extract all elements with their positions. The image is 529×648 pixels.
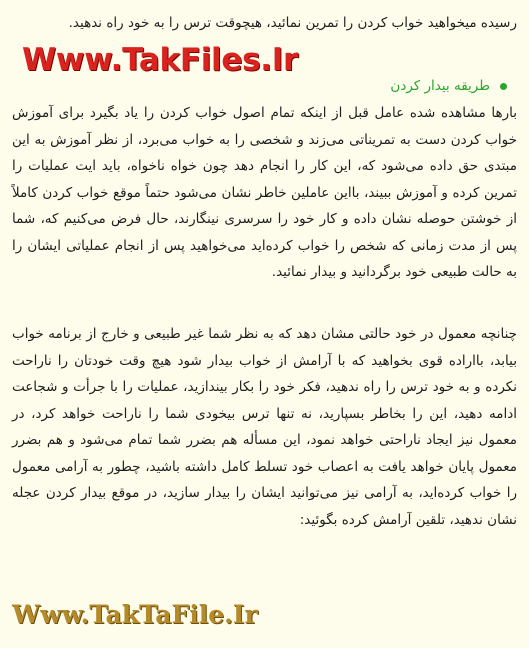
- body-paragraph-1: بارها مشاهده شده عامل قبل از اینکه تمام اصول خواب کردن را یاد بگیرد برای آموزش خواب کردن دست به تمریناتی می‌زند و شخصی را به خواب می‌برد، از نظر آموزش به این مبتدی حق داده می‌شود که، این کار را انجام دهد چون خواه ناخواه، باید ایت عملیات را تمرین کرده و آموزش ببیند، بااین عاملین خاطر نشان می‌شود حتماً موقع خواب کردن کاملاً از خوشتن حوصله نشان داده و کار خود را سرسری نینگارند، حال فرض می‌کنیم که، شما پس از مدت زمانی که شخص را خواب کرده‌اید می‌خواهید پس از انجام عملیاتی ایشان را به حالت طبیعی خود برگردانید و بیدار نمائید.: [12, 105, 517, 280]
- body-paragraph-2: چنانچه معمول در خود حالتی مشان دهد که به نظر شما غیر طبیعی و خارج از برنامه خواب بیابد، بااراده قوی بخواهید که با آرامش از خواب بیدار شود هیچ وقت خودتان را ناراحت نکرده و به خود ترس را راه ندهید، فکر خود را بکار بیندازید، عملیات را با جرأت و شجاعت ادامه دهید، این را بخاطر بسپارید، نه تنها ترس بیخودی شما را ناراحت خواهد کرد، در معمول نیز ایجاد ناراحتی خواهد نمود، این مسأله هم بضرر شما تمام می‌شود و هم بضرر معمول پایان خواهد یافت به اعصاب خود تسلط کامل داشته باشید، چطور به آرامی معمول را خواب کرده‌اید، به آرامی نیز می‌توانید ایشان را بیدار سازید، در موقع بیدار کردن عجله نشان ندهید، تلقین آرامش کرده بگوئید:: [12, 326, 517, 528]
- watermark-bottom-logo: Www.TakTaFile.Ir: [12, 600, 258, 629]
- section-heading-text: طریقه بیدار کردن: [390, 78, 490, 94]
- intro-paragraph: رسیده میخواهید خواب کردن را تمرین نمائید، هیچوقت ترس را به خود راه ندهید.: [68, 15, 517, 31]
- section-heading: [390, 78, 507, 94]
- watermark-top-logo: Www.TakFiles.Ir: [22, 42, 298, 78]
- bullet-icon: [500, 83, 507, 90]
